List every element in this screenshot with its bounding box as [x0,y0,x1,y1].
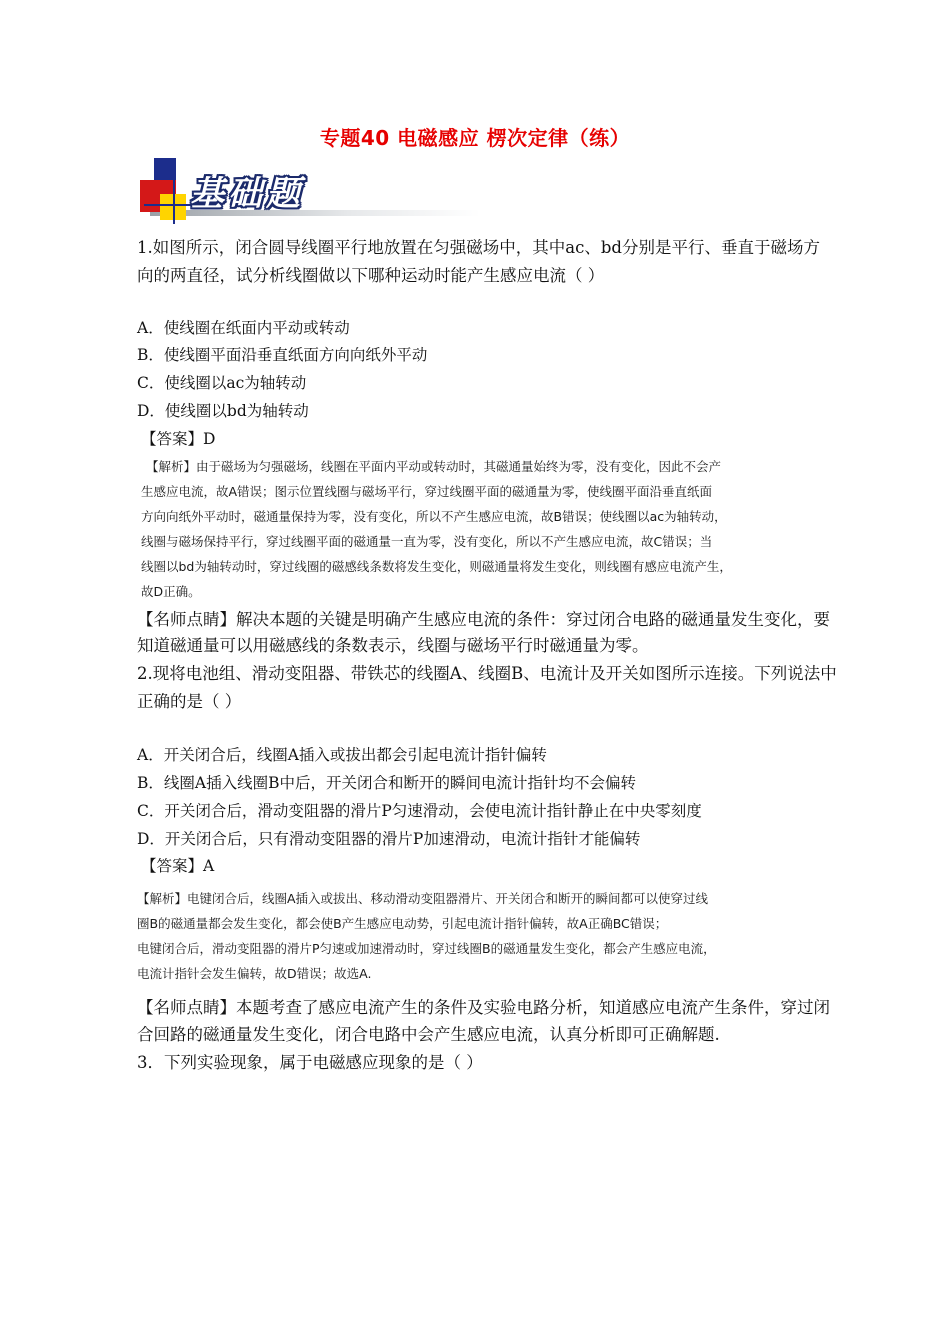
q1-tip-line-1: 【名师点睛】解决本题的关键是明确产生感应电流的条件：穿过闭合电路的磁通量发生变化，要 [137,610,830,629]
q1-tip-line-2: 知道磁通量可以用磁感线的条数表示，线圈与磁场平行时磁通量为零。 [137,636,649,655]
q2-tip-line-1: 【名师点睛】本题考查了感应电流产生的条件及实验电路分析，知道感应电流产生条件，穿过闭 [137,998,830,1017]
q1-explanation-line-6: 故D正确。 [141,584,201,599]
page-title: 专题40 电磁感应 楞次定律（练） [319,126,631,150]
q1-stem-line-1: 1.如图所示，闭合圆导线圈平行地放置在匀强磁场中，其中ac、bd分别是平行、垂直于磁场方 [137,238,820,257]
section-banner-label: 基础题 [190,174,304,214]
q2-stem-line-2: 正确的是（ ） [137,692,242,711]
q1-option-c: C．使线圈以ac为轴转动 [137,374,307,392]
q2-answer: 【答案】A [141,857,215,875]
q2-explanation-line-4: 电流计指针会发生偏转，故D错误；故选A. [137,966,372,981]
q1-explanation-line-3: 方向向纸外平动时，磁通量保持为零，没有变化，所以不产生感应电流，故B错误；使线圈以ac为轴转动， [141,509,727,524]
q1-explanation-line-5: 线圈以bd为轴转动时，穿过线圈的磁感线条数将发生变化，则磁通量将发生变化，则线圈有感应电流产生， [141,559,732,574]
q3-stem-line-1: 3．下列实验现象，属于电磁感应现象的是（ ） [137,1053,483,1072]
banner-vertical-line [173,158,175,224]
q1-answer: 【答案】D [141,430,216,448]
q2-explanation-line-1: 【解析】电键闭合后，线圈A插入或拔出、移动滑动变阻器滑片、开关闭合和断开的瞬间都可以使穿过线 [137,891,709,906]
q1-explanation-line-1: 【解析】由于磁场为匀强磁场，线圈在平面内平动或转动时，其磁通量始终为零，没有变化，因此不会产 [146,459,722,474]
section-banner [140,158,480,228]
q2-stem-line-1: 2.现将电池组、滑动变阻器、带铁芯的线圈A、线圈B、电流计及开关如图所示连接。下列说法中 [137,664,837,683]
q2-option-c: C．开关闭合后，滑动变阻器的滑片P匀速滑动，会使电流计指针静止在中央零刻度 [137,802,702,820]
q1-option-b: B．使线圈平面沿垂直纸面方向向纸外平动 [137,346,428,364]
q1-stem-line-2: 向的两直径，试分析线圈做以下哪种运动时能产生感应电流（ ） [137,266,605,285]
q2-tip-line-2: 合回路的磁通量发生变化，闭合电路中会产生感应电流，认真分析即可正确解题. [137,1025,720,1044]
q1-explanation-line-2: 生感应电流，故A错误；图示位置线圈与磁场平行，穿过线圈平面的磁通量为零，使线圈平面沿垂直纸面 [141,484,713,499]
q1-option-a: A．使线圈在纸面内平动或转动 [137,319,350,337]
q1-option-d: D．使线圈以bd为轴转动 [137,402,309,420]
q2-option-d: D．开关闭合后，只有滑动变阻器的滑片P加速滑动，电流计指针才能偏转 [137,830,641,848]
q2-option-a: A．开关闭合后，线圈A插入或拔出都会引起电流计指针偏转 [137,746,547,764]
q1-explanation-line-4: 线圈与磁场保持平行，穿过线圈平面的磁通量一直为零，没有变化，所以不产生感应电流，故C错误；当 [141,534,713,549]
q2-explanation-line-3: 电键闭合后，滑动变阻器的滑片P匀速或加速滑动时，穿过线圈B的磁通量发生变化，都会产生感应电流， [137,941,716,956]
q2-option-b: B．线圈A插入线圈B中后，开关闭合和断开的瞬间电流计指针均不会偏转 [137,774,636,792]
q2-explanation-line-2: 圈B的磁通量都会发生变化，都会使B产生感应电动势，引起电流计指针偏转，故A正确BC错误； [137,916,668,931]
